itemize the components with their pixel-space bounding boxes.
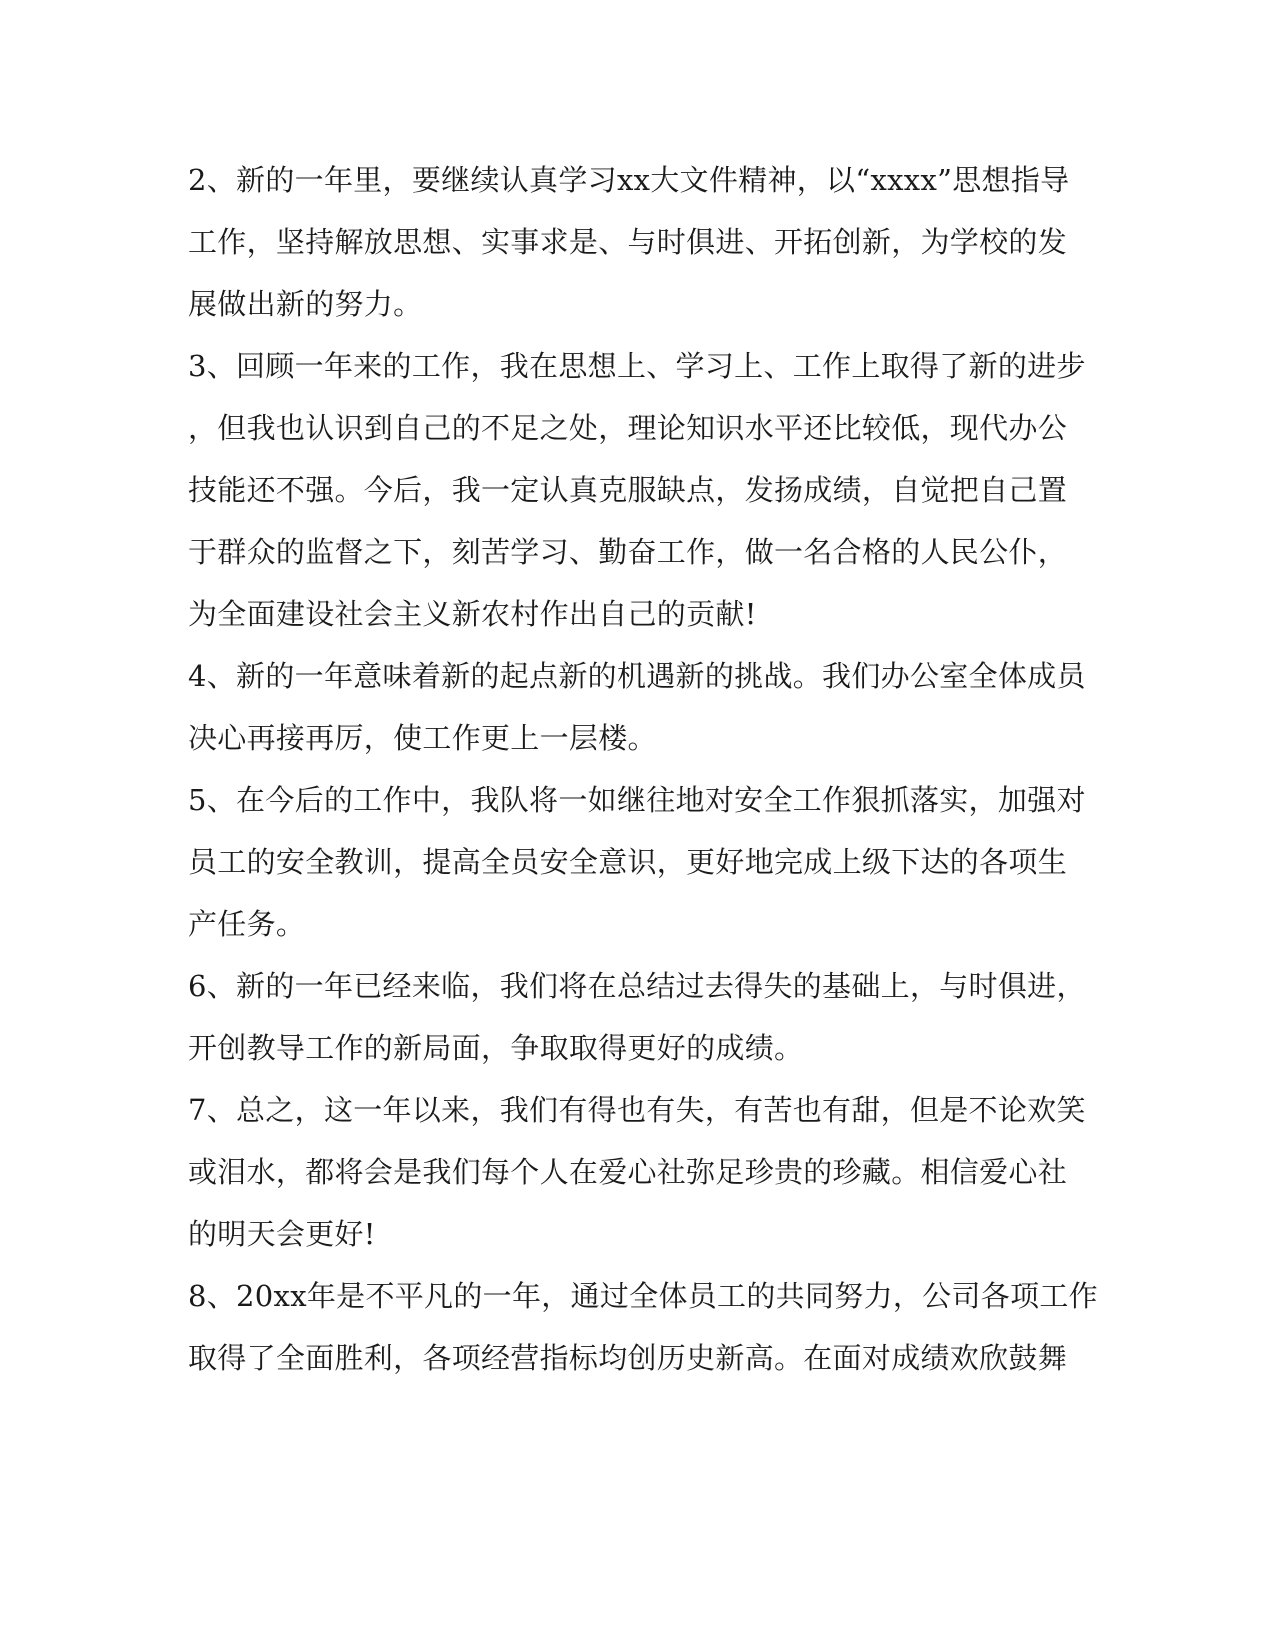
text-line: 于群众的监督之下，刻苦学习、勤奋工作，做一名合格的人民公仆， bbox=[188, 535, 1068, 569]
text-line: 技能还不强。今后，我一定认真克服缺点，发扬成绩，自觉把自己置 bbox=[188, 473, 1068, 507]
text-line: 4、新的一年意味着新的起点新的机遇新的挑战。我们办公室全体成员 bbox=[188, 659, 1086, 693]
text-line: ，但我也认识到自己的不足之处，理论知识水平还比较低，现代办公 bbox=[188, 411, 1068, 445]
text-line: 产任务。 bbox=[188, 907, 306, 941]
text-line: 或泪水，都将会是我们每个人在爱心社弥足珍贵的珍藏。相信爱心社 bbox=[188, 1155, 1068, 1189]
text-line: 决心再接再厉，使工作更上一层楼。 bbox=[188, 721, 657, 755]
text-line: 3、回顾一年来的工作，我在思想上、学习上、工作上取得了新的进步 bbox=[188, 349, 1086, 383]
text-line: 6、新的一年已经来临，我们将在总结过去得失的基础上，与时俱进， bbox=[188, 969, 1086, 1003]
text-line: 2、新的一年里，要继续认真学习xx大文件精神，以“xxxx”思想指导 bbox=[188, 163, 1070, 197]
text-line: 取得了全面胜利，各项经营指标均创历史新高。在面对成绩欢欣鼓舞 bbox=[188, 1341, 1068, 1375]
text-line: 为全面建设社会主义新农村作出自己的贡献! bbox=[188, 597, 757, 631]
text-line: 开创教导工作的新局面，争取取得更好的成绩。 bbox=[188, 1031, 804, 1065]
text-line: 工作，坚持解放思想、实事求是、与时俱进、开拓创新，为学校的发 bbox=[188, 225, 1068, 259]
text-line: 员工的安全教训，提高全员安全意识，更好地完成上级下达的各项生 bbox=[188, 845, 1068, 879]
text-line: 5、在今后的工作中，我队将一如继往地对安全工作狠抓落实，加强对 bbox=[188, 783, 1086, 817]
text-line: 展做出新的努力。 bbox=[188, 287, 423, 321]
text-line: 8、20xx年是不平凡的一年，通过全体员工的共同努力，公司各项工作 bbox=[188, 1279, 1098, 1313]
text-line: 7、总之，这一年以来，我们有得也有失，有苦也有甜，但是不论欢笑 bbox=[188, 1093, 1086, 1127]
text-line: 的明天会更好! bbox=[188, 1217, 376, 1251]
